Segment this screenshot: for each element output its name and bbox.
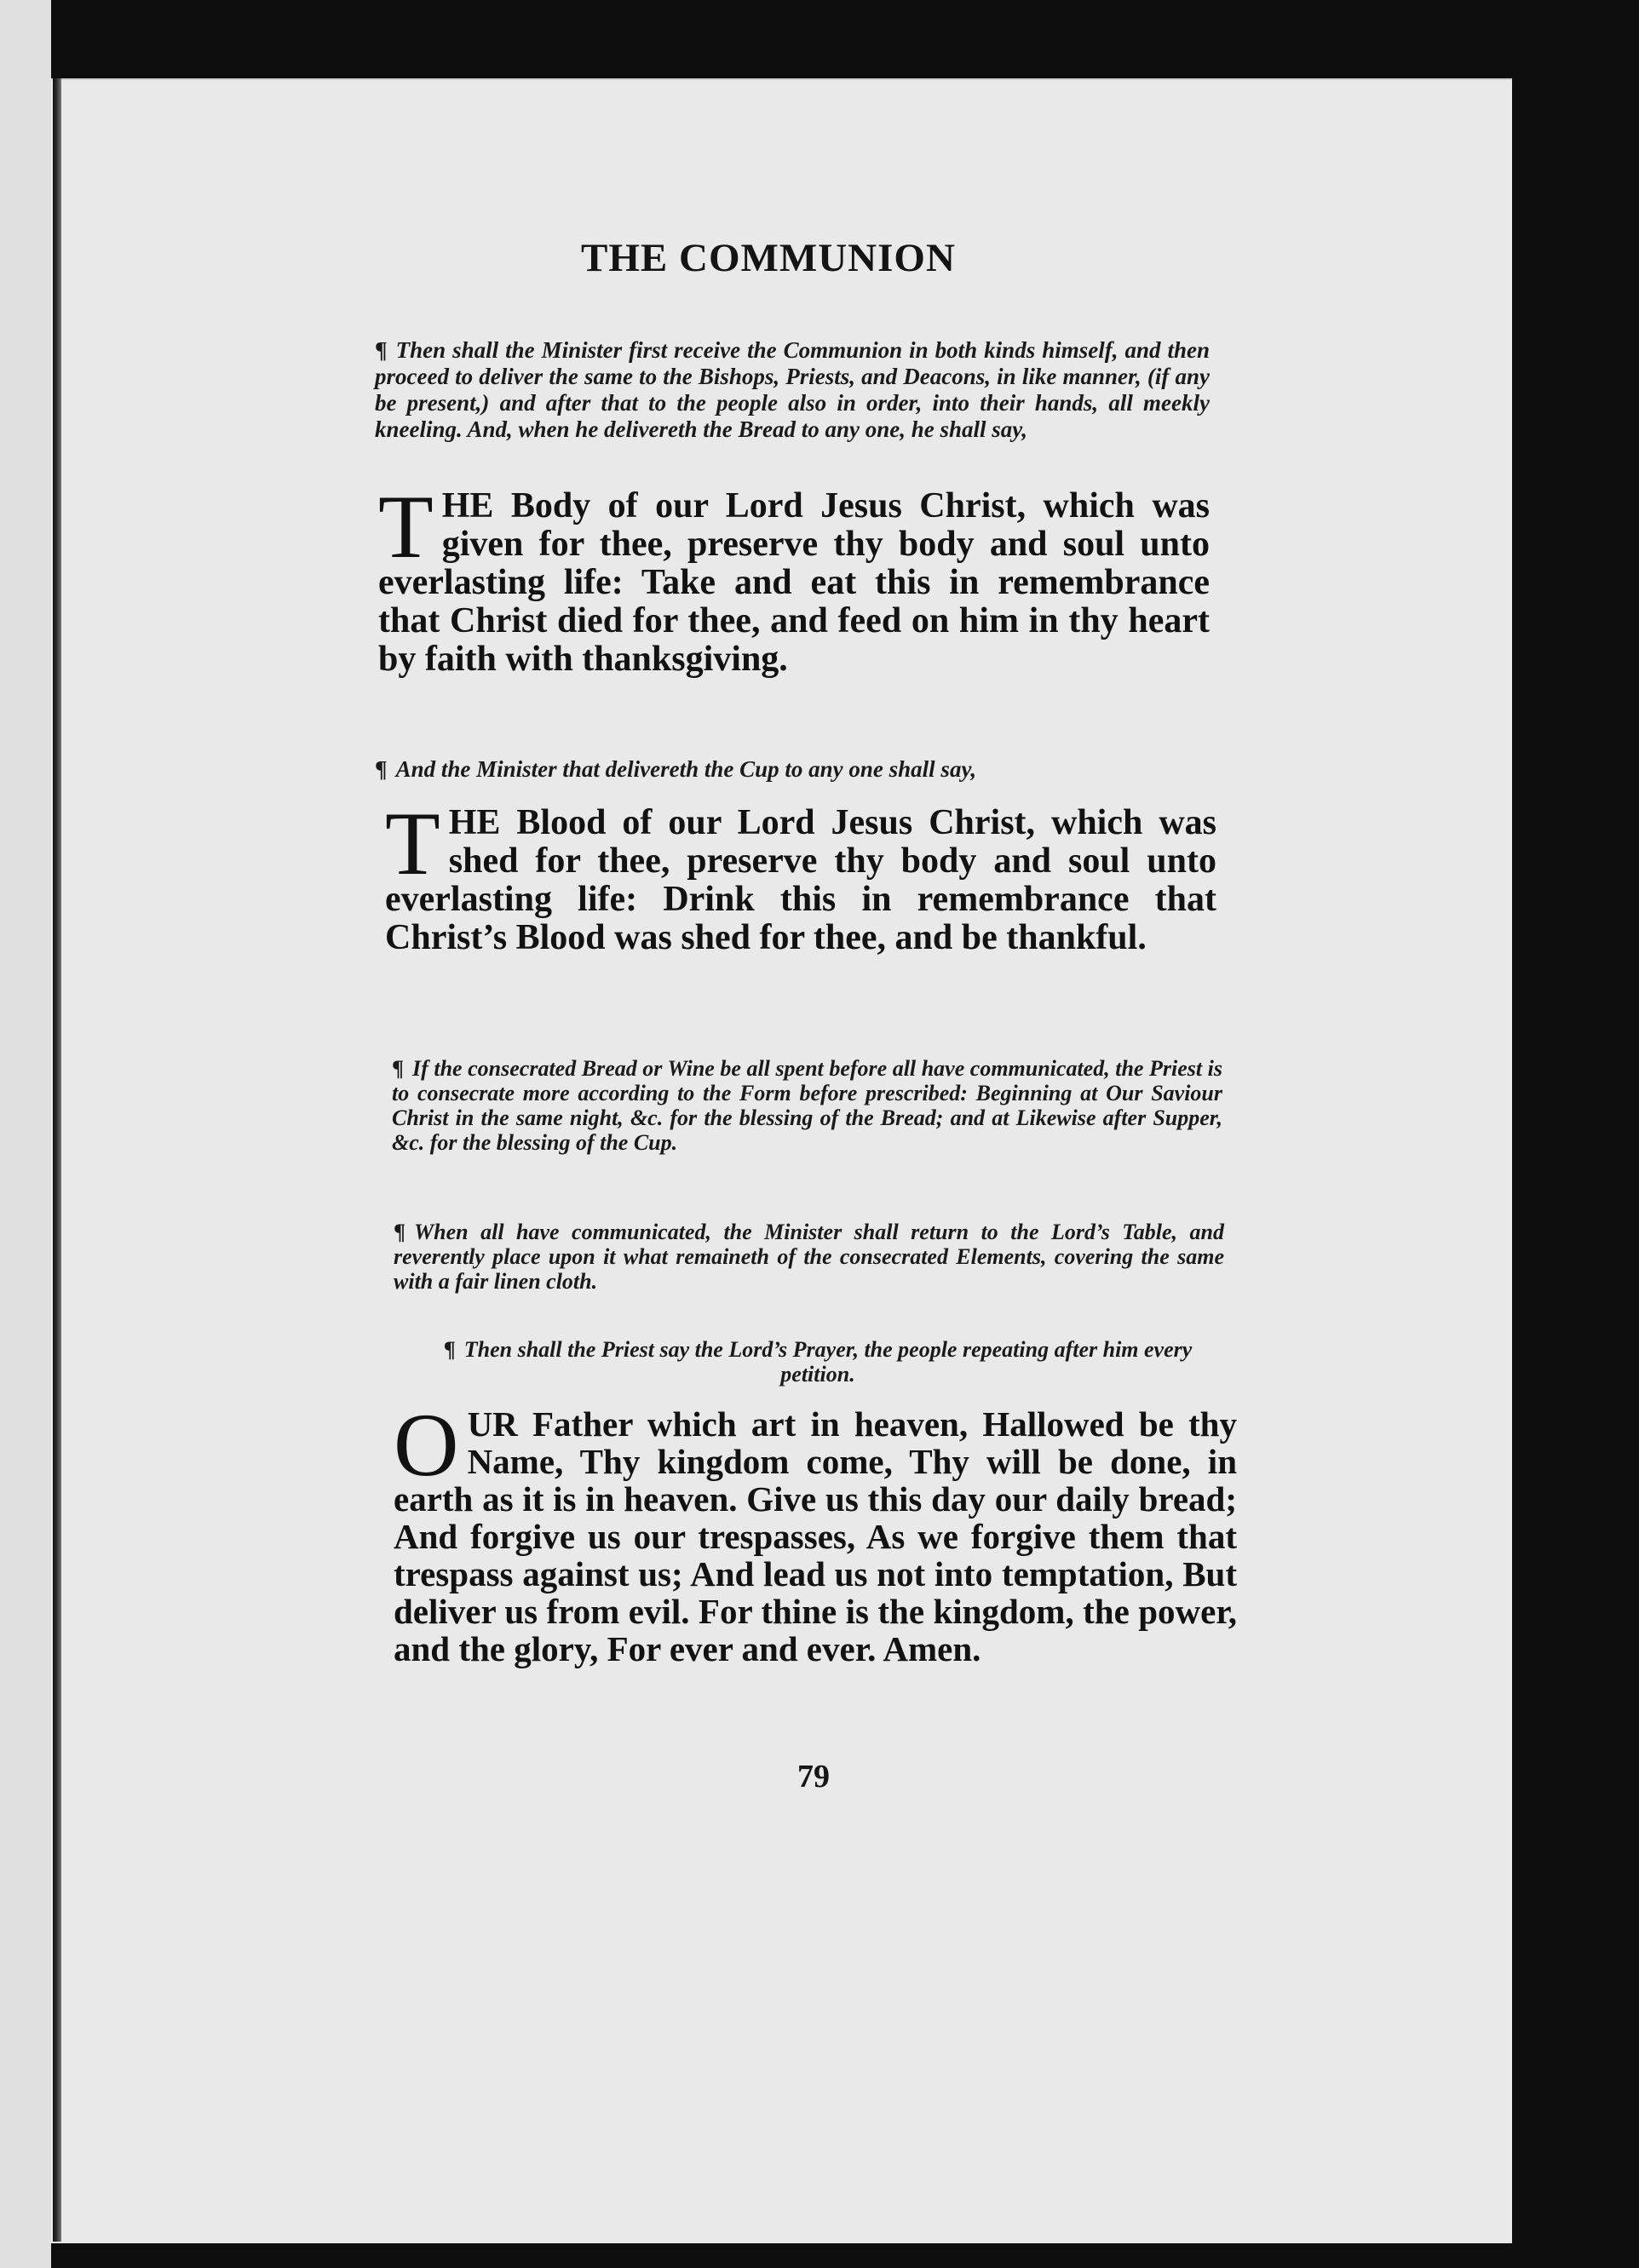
pilcrow-mark: ¶ — [443, 1337, 456, 1362]
prayer-cup — [385, 794, 1216, 957]
pilcrow-mark: ¶ — [392, 1056, 405, 1081]
prayer-lead-word: UR — [467, 1404, 518, 1444]
rubric-text: If the consecrated Bread or Wine be all spent before all have communicated, the Priest is to consecrate more according to the Form before prescribed: Beginning at Our Saviour Christ in the same night, &c. for the blessing of the Bread; and at Likewise after Supper, &c. for the blessing of the Cup. — [392, 1056, 1222, 1155]
pilcrow-mark: ¶ — [394, 1220, 406, 1244]
prayer-text: Blood of our Lord Jesus Christ, which was shed for thee, preserve thy body and soul unto everlasting life: Drink this in remembrance that Christ’s Blood was shed for thee, and be thankful. — [385, 803, 1216, 957]
prayer-text: Father which art in heaven, Hallowed be thy Name, Thy kingdom come, Thy will be done, in earth as it is in heaven. Give us this day our daily bread; And forgive us our trespasses, As we forgive them that trespass against us; And lead us not into temptation, But deliver us from evil. For thine is the kingdom, the power, and the glory, For ever and ever. Amen. — [394, 1404, 1237, 1668]
dropcap-letter: T — [385, 794, 440, 893]
pilcrow-mark: ¶ — [375, 337, 388, 363]
page-binding-edge — [53, 78, 61, 2242]
prayer-lead-word: HE — [448, 803, 501, 842]
page-number: 79 — [797, 1759, 830, 1794]
rubric-text: Then shall the Minister first receive the Communion in both kinds himself, and then proceed to deliver the same to the Bishops, Priests, and Deacons, in like manner, (if any be present,) and after that to the people also in order, into their hands, all meekly kneeling. And, when he delivereth the Bread to any one, he shall say, — [375, 337, 1210, 442]
prayer-lords-prayer — [394, 1395, 1237, 1668]
pilcrow-mark: ¶ — [375, 756, 388, 782]
rubric-text: When all have communicated, the Minister shall return to the Lord’s Table, and reverently place upon it what remaineth of the consecrated Elements, covering the same with a fair linen cloth. — [394, 1220, 1224, 1294]
prayer-lead-word: HE — [441, 486, 494, 525]
rubric-cup — [375, 756, 1210, 783]
prayer-text: Body of our Lord Jesus Christ, which was given for thee, preserve thy body and soul unto everlasting life: Take and eat this in remembrance that Christ died for thee, and feed on him in thy heart by faith with thanksgiving. — [378, 486, 1210, 679]
page-title: THE COMMUNION — [581, 236, 956, 280]
rubric-text: And the Minister that delivereth the Cup to any one shall say, — [395, 756, 977, 782]
rubric-return-to-table — [394, 1220, 1224, 1294]
dropcap-letter: O — [394, 1395, 459, 1495]
prayer-bread — [378, 477, 1210, 679]
left-page-gutter — [0, 0, 51, 2268]
rubric-lords-prayer — [443, 1337, 1193, 1387]
rubric-consecrate-more — [392, 1056, 1222, 1155]
rubric-text: Then shall the Priest say the Lord’s Prayer, the people repeating after him every petition. — [463, 1337, 1193, 1387]
dropcap-letter: T — [378, 477, 434, 577]
rubric-minister-receives — [375, 337, 1210, 443]
